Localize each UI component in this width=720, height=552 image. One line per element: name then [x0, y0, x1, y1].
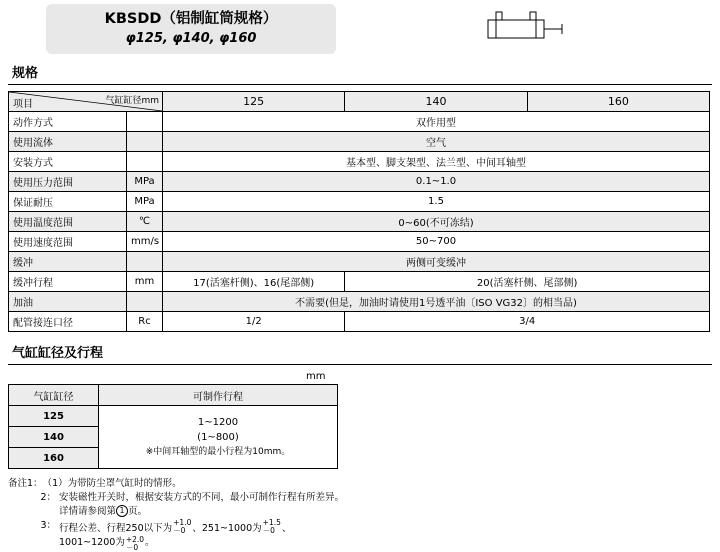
note-2-page-prefix: 详情请参阅第 — [59, 506, 117, 517]
bore-section-divider — [8, 364, 712, 365]
row-value-125: 1/2 — [163, 312, 345, 332]
specification-table — [8, 91, 710, 332]
row-item: 配管接连口径 — [9, 312, 127, 332]
note-2-text: 安装磁性开关时，根据安装方式的不同，最小可制作行程有所差异。 — [59, 492, 345, 503]
row-unit — [127, 132, 163, 152]
note-item-3 — [8, 519, 720, 536]
notes-block — [8, 477, 720, 552]
table-row — [9, 192, 710, 212]
page-header — [0, 0, 720, 58]
row-item: 加油 — [9, 292, 127, 312]
row-value: 双作用型 — [163, 112, 710, 132]
note-1-text: ）为带防尘罩气缸时的情形。 — [58, 478, 182, 489]
table-row — [9, 152, 710, 172]
bore-header-row — [9, 385, 338, 406]
bore-unit-label: mm — [306, 371, 326, 382]
header-bore-label: 气缸缸径mm — [105, 96, 159, 106]
note-3-mid: 、251~1000为 — [192, 523, 262, 534]
page-number-badge: 1 — [116, 505, 128, 517]
row-item: 使用速度范围 — [9, 232, 127, 252]
table-row — [9, 406, 338, 427]
tolerance-1 — [172, 519, 192, 535]
row-unit — [127, 152, 163, 172]
note-3-text — [59, 519, 720, 536]
row-value-140-160: 3/4 — [345, 312, 710, 332]
tolerance-2 — [262, 519, 282, 535]
tolerance-2-upper: +1.5 — [262, 518, 281, 527]
row-unit: MPa — [127, 172, 163, 192]
row-value: 1.5 — [163, 192, 710, 212]
header-corner-cell — [9, 92, 163, 112]
row-value: 两侧可变缓冲 — [163, 252, 710, 272]
stroke-range-cell — [99, 406, 338, 469]
row-item: 使用温度范围 — [9, 212, 127, 232]
row-value: 基本型、脚支架型、法兰型、中间耳轴型 — [163, 152, 710, 172]
row-unit: mm — [127, 272, 163, 292]
note-item-3-sub — [8, 536, 720, 552]
row-unit: Rc — [127, 312, 163, 332]
row-value: 0.1~1.0 — [163, 172, 710, 192]
bore-col-header: 气缸缸径 — [9, 385, 99, 406]
row-value-140-160: 20(活塞杆侧、尾部侧) — [345, 272, 710, 292]
bore-stroke-table — [8, 384, 338, 469]
header-bore-140: 140 — [345, 92, 527, 112]
table-row — [9, 252, 710, 272]
table-row — [9, 132, 710, 152]
note-item-1 — [8, 477, 720, 491]
stroke-line-2: (1~800) — [197, 431, 239, 443]
table-row — [9, 312, 710, 332]
row-item: 缓冲行程 — [9, 272, 127, 292]
cylinder-outline-diagram — [470, 6, 590, 50]
row-item: 动作方式 — [9, 112, 127, 132]
row-unit: ℃ — [127, 212, 163, 232]
bore-section-heading: 气缸缸径及行程 — [12, 346, 104, 361]
note-item-2 — [8, 491, 720, 505]
row-unit: MPa — [127, 192, 163, 212]
notes-label: 备注1： — [8, 478, 43, 489]
tolerance-1-lower: －0 — [173, 526, 186, 535]
spec-section-heading: 规格 — [12, 66, 39, 81]
tolerance-3-upper: +2.0 — [125, 535, 145, 544]
row-value: 0~60(不可冻结) — [163, 212, 710, 232]
row-value: 50~700 — [163, 232, 710, 252]
table-row — [9, 272, 710, 292]
row-value-125: 17(活塞杆侧)、16(尾部侧) — [163, 272, 345, 292]
header-bore-160: 160 — [527, 92, 709, 112]
note-2-number: 2： — [40, 492, 56, 503]
row-value: 空气 — [163, 132, 710, 152]
row-item: 使用流体 — [9, 132, 127, 152]
note-3-prefix: 行程公差、行程250以下为 — [59, 523, 173, 534]
tolerance-3-lower: －0 — [125, 543, 139, 552]
note-3-line2-prefix: 1001~1200为 — [59, 537, 125, 548]
spec-section-divider — [8, 84, 712, 85]
note-1-number: 1 — [52, 478, 59, 489]
header-bore-125: 125 — [163, 92, 345, 112]
stroke-line-1: 1~1200 — [197, 416, 239, 428]
row-item: 使用压力范围 — [9, 172, 127, 192]
tolerance-2-lower: －0 — [262, 526, 275, 535]
tolerance-1-upper: +1.0 — [173, 518, 192, 527]
header-item-label: 项目 — [13, 99, 33, 110]
table-row — [9, 112, 710, 132]
row-item: 安装方式 — [9, 152, 127, 172]
stroke-col-header: 可制作行程 — [99, 385, 338, 406]
tolerance-3 — [125, 536, 145, 552]
row-value: 不需要(但是，加油时请使用1号透平油〔ISO VG32〕的相当品) — [163, 292, 710, 312]
table-row — [9, 212, 710, 232]
bore-value-125: 125 — [9, 406, 99, 427]
table-row — [9, 232, 710, 252]
row-item: 缓冲 — [9, 252, 127, 272]
note-item-2-sub — [8, 505, 720, 519]
note-3-suffix: 、 — [281, 523, 292, 534]
note-1-paren: （ — [42, 478, 53, 489]
row-unit — [127, 112, 163, 132]
bore-value-140: 140 — [9, 427, 99, 448]
table-row — [9, 292, 710, 312]
note-3-number: 3： — [40, 520, 56, 531]
row-unit — [127, 252, 163, 272]
note-2-page-suffix: 页。 — [128, 506, 148, 517]
row-item: 保证耐压 — [9, 192, 127, 212]
table-header-row — [9, 92, 710, 112]
bore-value-160: 160 — [9, 448, 99, 469]
row-unit — [127, 292, 163, 312]
row-unit: mm/s — [127, 232, 163, 252]
product-title-box — [46, 4, 336, 54]
note-3-line2-suffix: 。 — [145, 537, 155, 548]
page-subtitle: φ125, φ140, φ160 — [125, 31, 257, 46]
page-title: KBSDD（铝制缸筒规格） — [104, 11, 278, 27]
stroke-note: ※中间耳轴型的最小行程为10mm。 — [145, 446, 291, 457]
table-row — [9, 172, 710, 192]
